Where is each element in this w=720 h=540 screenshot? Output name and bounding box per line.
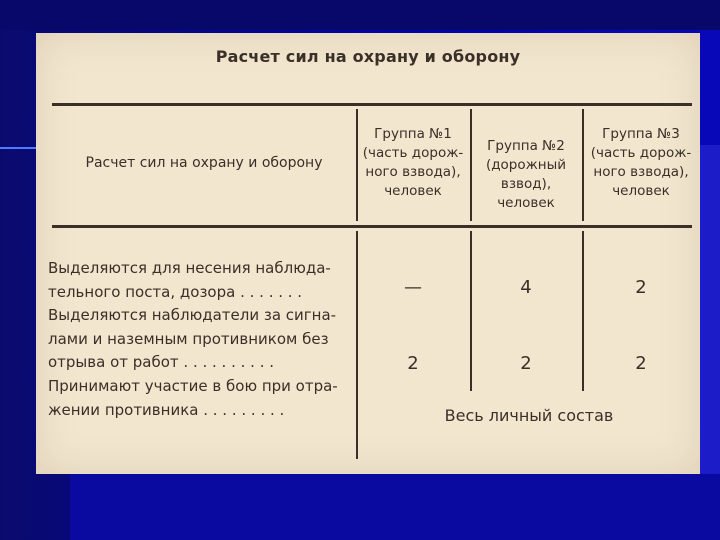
row-header-label: Расчет сил на охрану и оборону [85, 155, 323, 171]
column-header-line: Группа №2 [487, 138, 565, 154]
header-rule [52, 225, 692, 228]
column-header-line: человек [612, 183, 670, 199]
row-label-line: Выделяются для несения наблюда- [48, 259, 331, 277]
column-header-line: Группа №3 [602, 126, 680, 142]
row-label-line: лами и наземным противником без [48, 329, 329, 348]
column-header-line: (часть дорож- [590, 145, 692, 161]
row-label-line: жении противника . . . . . . . . . [48, 400, 285, 419]
cell-row1-group3: 2 [635, 277, 647, 298]
row-label-line: Выделяются наблюдатели за сигна- [48, 306, 337, 324]
column-header-group-3 [584, 125, 698, 201]
slide-side-strip [700, 145, 720, 475]
cell-row2-group3: 2 [635, 353, 647, 374]
table-title: Расчет сил на охрану и оборону [215, 47, 521, 66]
slide-top-band [0, 0, 720, 30]
column-header-line: ного взвода), [593, 164, 689, 180]
table-row-label-signal-observers [48, 304, 348, 375]
column-header-line: человек [384, 183, 442, 199]
slide-accent-line [0, 147, 36, 149]
row-label-line: тельного поста, дозора . . . . . . . [48, 282, 303, 301]
row-label-line: Принимают участие в бою при отра- [48, 377, 338, 395]
table-row-label-observation-post [48, 257, 348, 304]
column-header-line: Группа №1 [374, 126, 452, 142]
slide-bottom-strip [70, 474, 720, 540]
cell-row1-group1: — [404, 277, 422, 298]
table-row-label-repel-enemy [48, 375, 348, 422]
cell-row1-group2: 4 [520, 277, 532, 298]
cell-row2-group1: 2 [407, 353, 419, 374]
column-header-group-1 [358, 125, 468, 201]
top-rule [52, 103, 692, 106]
column-header-line: ного взвода), [365, 164, 461, 180]
column-header-line: взвод), человек [497, 176, 555, 211]
row-label-line: отрыва от работ . . . . . . . . . . [48, 353, 275, 371]
column-header-group-2 [472, 137, 580, 213]
column-header-line: (часть дорож- [362, 145, 464, 161]
cell-row2-group2: 2 [520, 353, 532, 374]
cell-row3-all-personnel: Весь личный состав [444, 406, 614, 425]
column-header-line: (дорожный [485, 157, 567, 173]
scanned-table-image [36, 33, 700, 474]
